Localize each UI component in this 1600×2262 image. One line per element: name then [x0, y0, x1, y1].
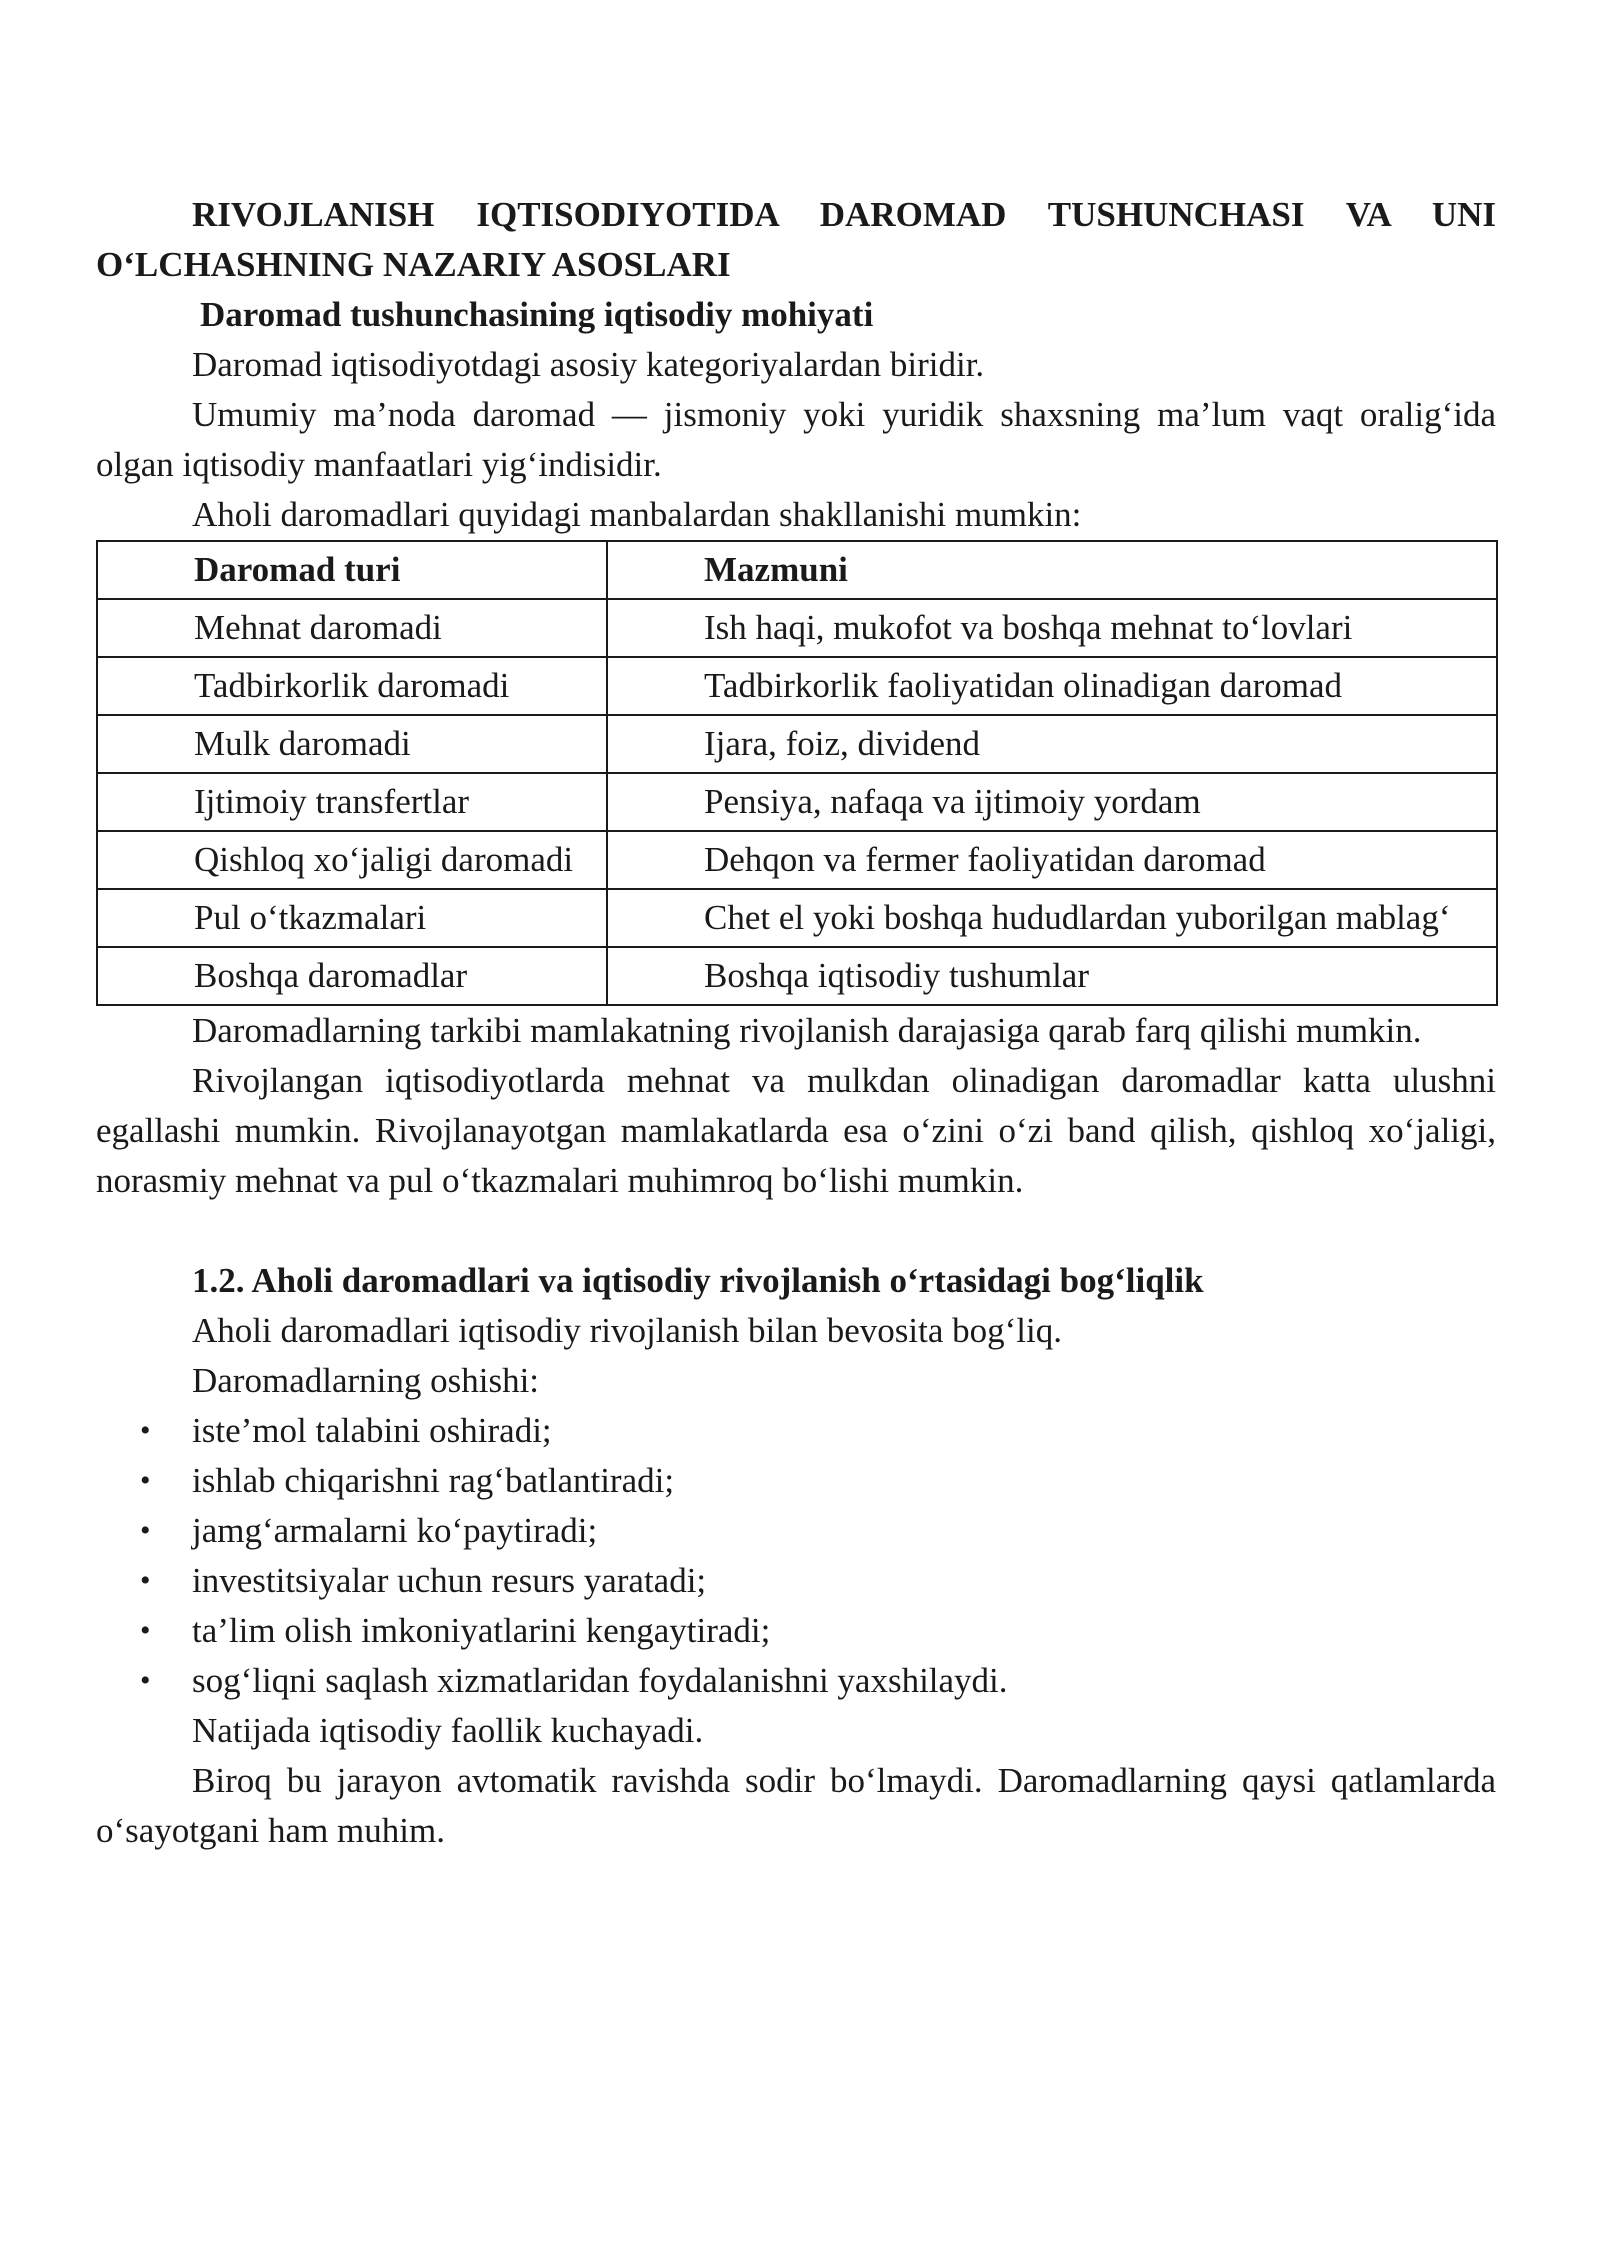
bullet-icon: • — [140, 1464, 151, 1497]
table-header-cell: Mazmuni — [607, 541, 1497, 599]
table-cell-income-type: Tadbirkorlik daromadi — [97, 657, 607, 715]
body-paragraph: Rivojlangan iqtisodiyotlarda mehnat va mulkdan olinadigan daromadlar katta ulushni egallashi mumkin. Rivojlanayotgan mamlakatlarda esa o‘zini o‘zi band qilish, qishloq xo‘jaligi, norasmiy mehnat va pul o‘tkazmalari muhimroq bo‘lishi mumkin. — [96, 1061, 1496, 1200]
table-row — [97, 599, 1497, 657]
list-item-text: iste’mol talabini oshiradi; — [192, 1411, 552, 1450]
table-cell-description: Tadbirkorlik faoliyatidan olinadigan daromad — [607, 657, 1497, 715]
list-item — [96, 1606, 1496, 1656]
closing-paragraph: Biroq bu jarayon avtomatik ravishda sodir bo‘lmaydi. Daromadlarning qaysi qatlamlarda o‘sayotgani ham muhim. — [96, 1761, 1496, 1850]
table-header-row — [97, 541, 1497, 599]
list-item-text: jamg‘armalarni ko‘paytiradi; — [192, 1511, 598, 1550]
table-row — [97, 657, 1497, 715]
table-cell-income-type: Mehnat daromadi — [97, 599, 607, 657]
table-row — [97, 715, 1497, 773]
table-cell-description: Chet el yoki boshqa hududlardan yuborilgan mablag‘ — [607, 889, 1497, 947]
income-sources-table — [96, 540, 1498, 1006]
list-item-text: investitsiyalar uchun resurs yaratadi; — [192, 1561, 707, 1600]
list-item — [96, 1406, 1496, 1456]
list-item-text: sog‘liqni saqlash xizmatlaridan foydalanishni yaxshilaydi. — [192, 1661, 1008, 1700]
document-page — [96, 190, 1496, 1856]
section-paragraph: Aholi daromadlari iqtisodiy rivojlanish bilan bevosita bog‘liq. — [192, 1311, 1063, 1350]
section-paragraph: Daromadlarning oshishi: — [192, 1361, 540, 1400]
bullet-icon: • — [140, 1414, 151, 1447]
table-cell-income-type: Qishloq xo‘jaligi daromadi — [97, 831, 607, 889]
list-item — [96, 1556, 1496, 1606]
intro-paragraph: Aholi daromadlari quyidagi manbalardan shakllanishi mumkin: — [192, 495, 1082, 534]
table-row — [97, 889, 1497, 947]
bullet-icon: • — [140, 1514, 151, 1547]
list-item — [96, 1656, 1496, 1706]
table-cell-description: Dehqon va fermer faoliyatidan daromad — [607, 831, 1497, 889]
table-cell-income-type: Mulk daromadi — [97, 715, 607, 773]
table-cell-description: Ijara, foiz, dividend — [607, 715, 1497, 773]
table-row — [97, 947, 1497, 1005]
table-cell-income-type: Boshqa daromadlar — [97, 947, 607, 1005]
list-item-text: ishlab chiqarishni rag‘batlantiradi; — [192, 1461, 675, 1500]
table-cell-description: Boshqa iqtisodiy tushumlar — [607, 947, 1497, 1005]
document-title: RIVOJLANISH IQTISODIYOTIDA DAROMAD TUSHUNCHASI VA UNI O‘LCHASHNING NAZARIY ASOSLARI — [96, 195, 1496, 284]
bullet-icon: • — [140, 1564, 151, 1597]
table-row — [97, 773, 1497, 831]
bullet-icon: • — [140, 1664, 151, 1697]
table-cell-description: Pensiya, nafaqa va ijtimoiy yordam — [607, 773, 1497, 831]
table-cell-description: Ish haqi, mukofot va boshqa mehnat to‘lovlari — [607, 599, 1497, 657]
bullet-icon: • — [140, 1614, 151, 1647]
section-heading: 1.2. Aholi daromadlari va iqtisodiy rivojlanish o‘rtasidagi bog‘liqlik — [192, 1261, 1204, 1300]
table-cell-income-type: Pul o‘tkazmalari — [97, 889, 607, 947]
effects-bullet-list — [96, 1406, 1496, 1706]
table-cell-income-type: Ijtimoiy transfertlar — [97, 773, 607, 831]
intro-paragraph: Daromad iqtisodiyotdagi asosiy kategoriyalardan biridir. — [192, 345, 985, 384]
closing-paragraph: Natijada iqtisodiy faollik kuchayadi. — [192, 1711, 704, 1750]
intro-paragraph: Umumiy ma’noda daromad — jismoniy yoki yuridik shaxsning ma’lum vaqt oralig‘ida olgan iqtisodiy manfaatlari yig‘indisidir. — [96, 395, 1496, 484]
list-item — [96, 1506, 1496, 1556]
table-header-cell: Daromad turi — [97, 541, 607, 599]
body-paragraph: Daromadlarning tarkibi mamlakatning rivojlanish darajasiga qarab farq qilishi mumkin. — [192, 1011, 1422, 1050]
document-subtitle: Daromad tushunchasining iqtisodiy mohiyati — [200, 295, 874, 334]
list-item — [96, 1456, 1496, 1506]
list-item-text: ta’lim olish imkoniyatlarini kengaytiradi; — [192, 1611, 771, 1650]
table-row — [97, 831, 1497, 889]
